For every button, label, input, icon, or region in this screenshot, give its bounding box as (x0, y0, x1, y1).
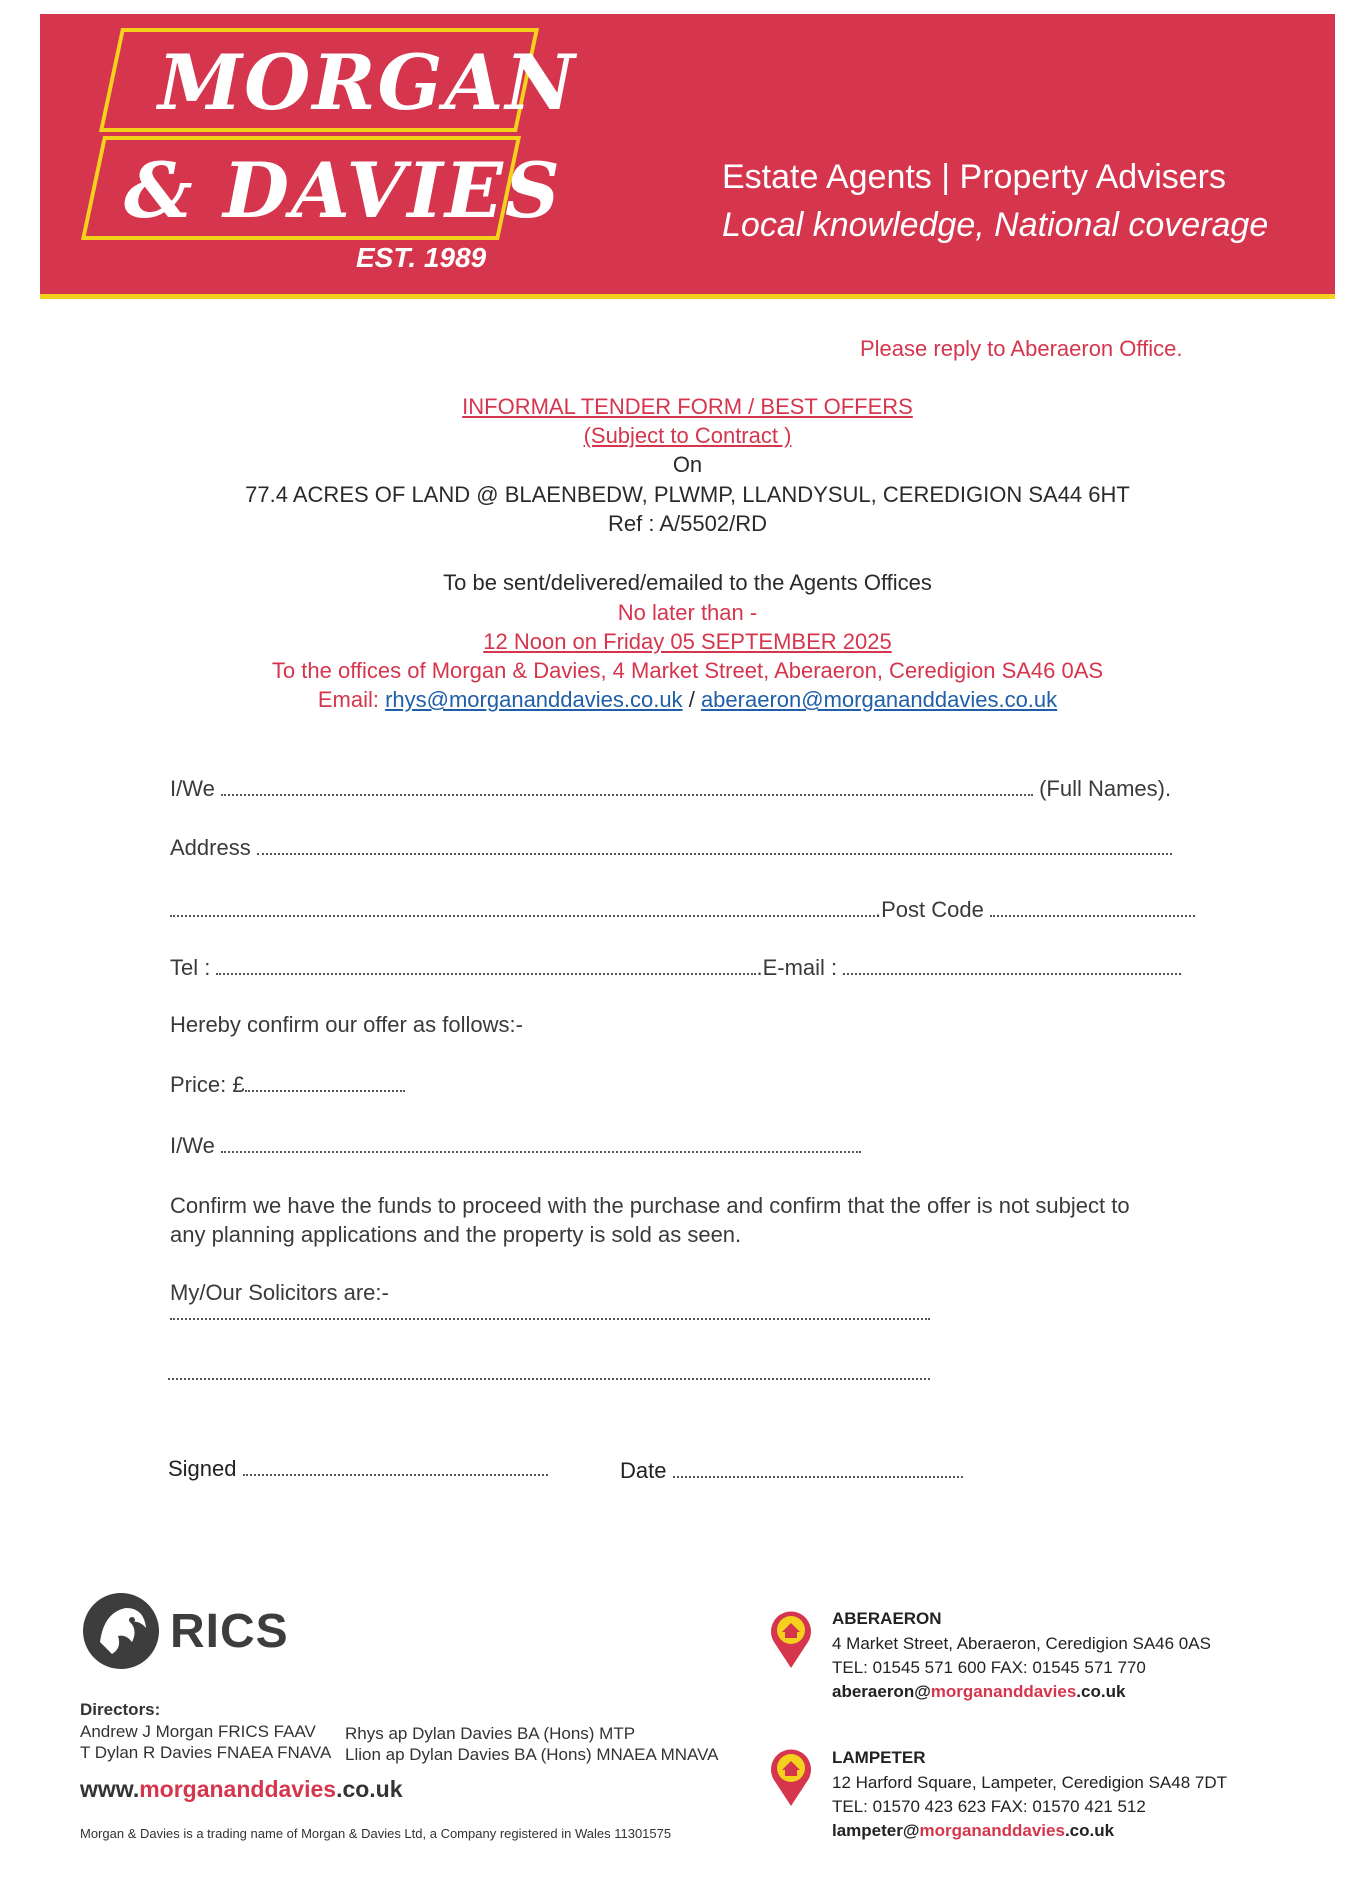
delivery-offices: To the offices of Morgan & Davies, 4 Market Street, Aberaeron, Ceredigion SA46 0AS (271, 658, 1104, 683)
email-link-aberaeron[interactable]: aberaeron@morgananddavies.co.uk (700, 687, 1058, 712)
office-address-lampeter: 12 Harford Square, Lampeter, Ceredigion SA48 7DT (832, 1773, 1228, 1792)
web-prefix: www. (80, 1776, 140, 1802)
office-email-aberaeron[interactable] (832, 1682, 1125, 1702)
confirm-offer-text: Hereby confirm our offer as follows:- (170, 1012, 523, 1037)
header-accent-line (40, 294, 1335, 299)
form-title: INFORMAL TENDER FORM / BEST OFFERS (462, 394, 913, 419)
web-brand: morgananddavies (139, 1776, 337, 1802)
signed-field[interactable] (243, 1456, 548, 1476)
solicitors-label: My/Our Solicitors are:- (170, 1280, 389, 1305)
house-pin-icon (768, 1608, 814, 1670)
office-email-lampeter[interactable] (832, 1821, 1114, 1841)
iwe-label: I/We (170, 776, 215, 801)
header-slogan: Local knowledge, National coverage (722, 206, 1269, 244)
email-separator: / (688, 687, 695, 712)
funds-line-1: Confirm we have the funds to proceed with the purchase and confirm that the offer is not subject to (170, 1193, 1130, 1218)
signed-row (168, 1456, 548, 1482)
full-names-hint: (Full Names). (1039, 776, 1172, 801)
postcode-field[interactable] (990, 897, 1195, 917)
contact-row (170, 955, 1181, 981)
date-row (620, 1458, 963, 1484)
directors-title: Directors: (80, 1700, 161, 1719)
solicitors-field-2[interactable] (168, 1378, 930, 1380)
tel-field[interactable] (216, 955, 756, 975)
iwe2-label: I/We (170, 1133, 215, 1158)
office-phone-aberaeron: TEL: 01545 571 600 FAX: 01545 571 770 (832, 1658, 1146, 1677)
postcode-label: .Post Code (875, 897, 984, 922)
deadline-date: 12 Noon on Friday 05 SEPTEMBER 2025 (483, 629, 892, 654)
email-link-rhys[interactable]: rhys@morgananddavies.co.uk (385, 687, 683, 712)
email-field-label: .E-mail : (756, 955, 838, 980)
director-2: T Dylan R Davies FNAEA FNAVA (80, 1743, 332, 1762)
price-label: Price: £ (170, 1072, 245, 1097)
delivery-instruction: To be sent/delivered/emailed to the Agents Offices (443, 570, 932, 595)
email-suffix: .co.uk (1076, 1682, 1126, 1701)
office-address-aberaeron: 4 Market Street, Aberaeron, Ceredigion SA46 0AS (832, 1634, 1211, 1653)
date-field[interactable] (673, 1458, 963, 1478)
office-name-aberaeron: ABERAERON (832, 1609, 942, 1628)
director-4: Llion ap Dylan Davies BA (Hons) MNAEA MNAVA (345, 1745, 719, 1764)
office-phone-lampeter: TEL: 01570 423 623 FAX: 01570 421 512 (832, 1797, 1146, 1816)
address2-row (170, 897, 1195, 923)
names-row (170, 776, 1171, 802)
reply-note: Please reply to Aberaeron Office. (860, 336, 1183, 361)
solicitors-field-1[interactable] (170, 1318, 930, 1320)
logo-established: EST. 1989 (356, 242, 487, 273)
legal-notice: Morgan & Davies is a trading name of Morgan & Davies Ltd, a Company registered in Wales 11301575 (80, 1826, 672, 1841)
email-user: aberaeron@ (832, 1682, 931, 1701)
logo-word-morgan: MORGAN (158, 38, 577, 127)
house-pin-icon (768, 1746, 814, 1808)
logo-word-davies: & DAVIES (124, 146, 562, 235)
property-description: 77.4 ACRES OF LAND @ BLAENBEDW, PLWMP, LLANDYSUL, CEREDIGION SA44 6HT (245, 482, 1130, 507)
tel-label: Tel : (170, 955, 211, 980)
address-line2-field[interactable] (170, 897, 875, 917)
email-brand: morgananddavies (919, 1821, 1065, 1840)
title-on: On (672, 452, 703, 477)
email-user: lampeter@ (832, 1821, 920, 1840)
email-field[interactable] (843, 955, 1181, 975)
funds-line-2: any planning applications and the property is sold as seen. (170, 1222, 742, 1247)
iwe2-field[interactable] (221, 1133, 861, 1153)
rics-lion-icon (80, 1590, 162, 1672)
email-brand: morgananddavies (930, 1682, 1077, 1701)
header-tagline: Estate Agents | Property Advisers (722, 158, 1226, 196)
form-subtitle: (Subject to Contract ) (583, 423, 792, 448)
email-suffix: .co.uk (1064, 1821, 1115, 1840)
address-row (170, 835, 1172, 861)
iwe2-row (170, 1133, 861, 1159)
property-ref: Ref : A/5502/RD (608, 511, 767, 536)
email-label: Email: (317, 687, 379, 712)
deadline-label: No later than - (617, 600, 758, 625)
rics-wordmark: RICS (170, 1605, 289, 1658)
address-field[interactable] (257, 835, 1172, 855)
address-label: Address (170, 835, 251, 860)
signed-label: Signed (168, 1456, 237, 1481)
director-3: Rhys ap Dylan Davies BA (Hons) MTP (345, 1724, 636, 1743)
office-name-lampeter: LAMPETER (832, 1748, 926, 1767)
price-field[interactable] (245, 1072, 405, 1092)
website-link[interactable] (80, 1776, 403, 1803)
price-row (170, 1072, 405, 1098)
delivery-emails (0, 687, 1345, 713)
director-1: Andrew J Morgan FRICS FAAV (80, 1722, 316, 1741)
date-label: Date (620, 1458, 667, 1483)
names-field[interactable] (221, 776, 1033, 796)
web-suffix: .co.uk (336, 1776, 403, 1802)
